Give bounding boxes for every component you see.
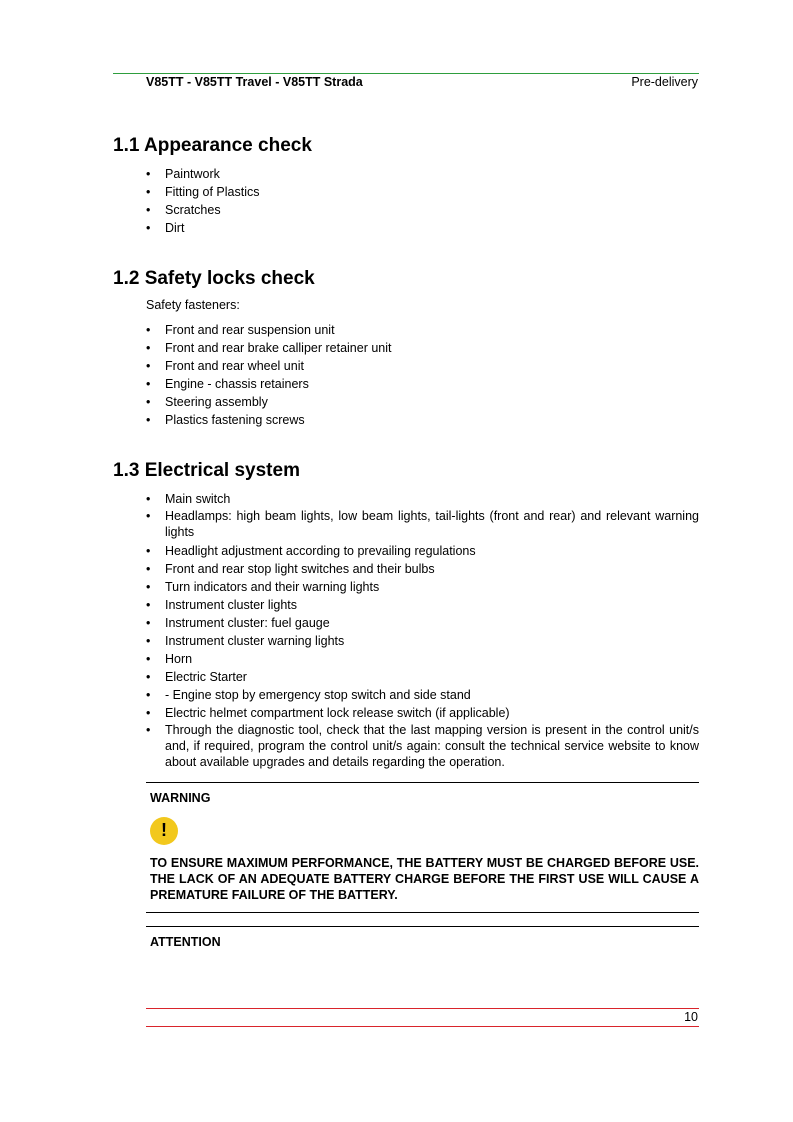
list-item: • Electric Starter (146, 668, 699, 686)
section-title-safety-locks: 1.2 Safety locks check (113, 268, 315, 289)
safety-list (146, 321, 699, 429)
list-item: • Engine - chassis retainers (146, 375, 699, 393)
attention-top-rule (146, 926, 699, 927)
header-rule (113, 73, 699, 74)
list-item: • Front and rear stop light switches and their bulbs (146, 560, 699, 578)
list-item: • Front and rear suspension unit (146, 321, 699, 339)
warning-title: WARNING (150, 791, 211, 805)
list-item: • Electric helmet compartment lock release switch (if applicable) (146, 704, 699, 722)
safety-intro: Safety fasteners: (146, 298, 240, 312)
list-item: • - Engine stop by emergency stop switch and side stand (146, 686, 699, 704)
list-item: • Fitting of Plastics (146, 183, 699, 201)
list-item: • Horn (146, 650, 699, 668)
exclamation-glyph: ! (161, 820, 167, 840)
section-title-appearance: 1.1 Appearance check (113, 135, 312, 156)
list-item: • Front and rear brake calliper retainer unit (146, 339, 699, 357)
footer-rule-bottom (146, 1026, 699, 1027)
list-item: • Instrument cluster warning lights (146, 632, 699, 650)
list-item: • Headlight adjustment according to prevailing regulations (146, 542, 699, 560)
header-section: Pre-delivery (631, 75, 698, 89)
header-model: V85TT - V85TT Travel - V85TT Strada (146, 75, 363, 89)
section-title-electrical: 1.3 Electrical system (113, 460, 300, 481)
list-item: • Scratches (146, 201, 699, 219)
list-item: • Instrument cluster lights (146, 596, 699, 614)
list-item: • Plastics fastening screws (146, 411, 699, 429)
list-item: • Paintwork (146, 165, 699, 183)
warning-top-rule (146, 782, 699, 783)
warning-text: TO ENSURE MAXIMUM PERFORMANCE, THE BATTERY MUST BE CHARGED BEFORE USE. THE LACK OF AN ADEQUATE BATTERY CHARGE BEFORE THE FIRST USE WILL CAUSE A PREMATURE FAILURE OF THE BATTERY. (150, 856, 699, 902)
exclamation-icon (150, 817, 178, 845)
list-item: • Dirt (146, 219, 699, 237)
list-item: • Front and rear wheel unit (146, 357, 699, 375)
list-item: • Headlamps: high beam lights, low beam lights, tail-lights (front and rear) and relevant warning lights (146, 508, 699, 540)
list-item: • Main switch (146, 490, 699, 508)
appearance-list (146, 165, 699, 237)
electrical-list (146, 490, 699, 770)
footer-rule-top (146, 1008, 699, 1009)
list-item: • Steering assembly (146, 393, 699, 411)
list-item: • Instrument cluster: fuel gauge (146, 614, 699, 632)
page-number: 10 (684, 1010, 698, 1024)
warning-bottom-rule (146, 912, 699, 913)
attention-title: ATTENTION (150, 935, 221, 949)
list-item: • Through the diagnostic tool, check that the last mapping version is present in the control unit/s and, if required, program the control unit/s again: consult the technical service website to know about available upgrades and details regarding the operation. (146, 722, 699, 770)
list-item: • Turn indicators and their warning lights (146, 578, 699, 596)
